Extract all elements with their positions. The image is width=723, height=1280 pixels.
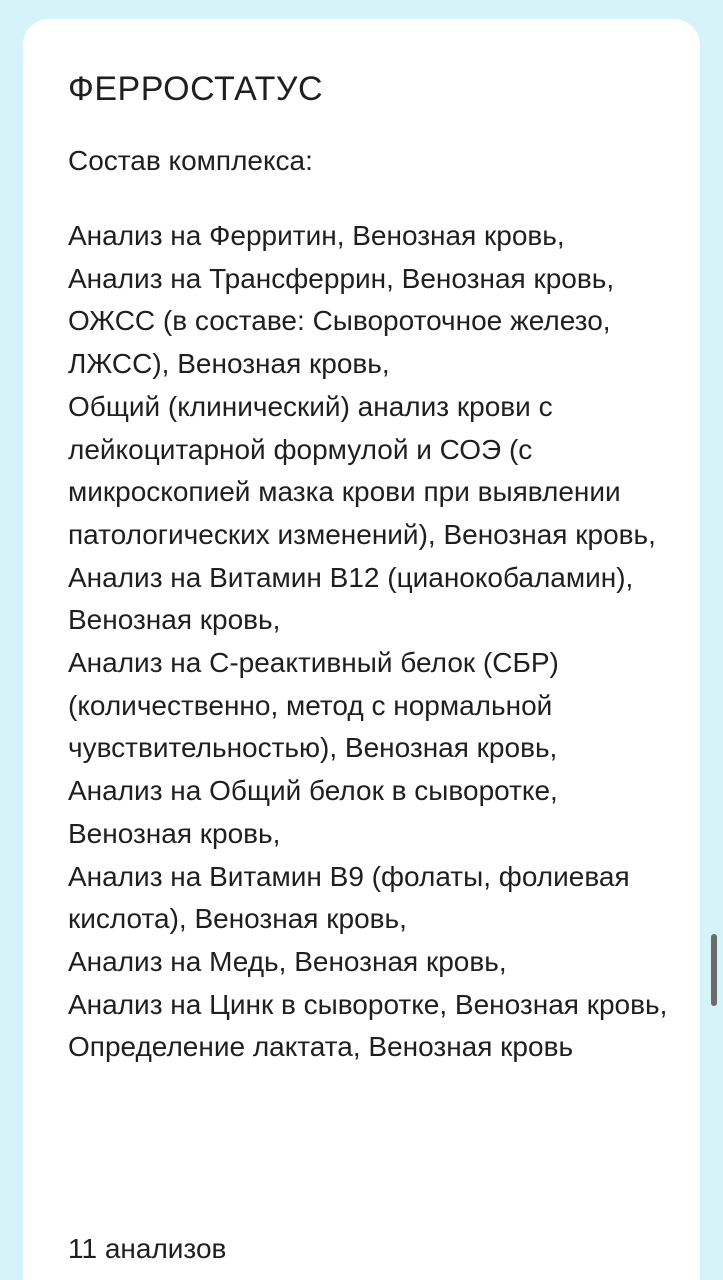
complex-card	[23, 19, 700, 1280]
list-item: Анализ на С-реактивный белок (СБР) (количественно, метод с нормальной чувствительностью), Венозная кровь,	[68, 647, 559, 764]
list-item: Анализ на Трансферрин, Венозная кровь,	[68, 262, 615, 294]
list-item: Общий (клинический) анализ крови с лейкоцитарной формулой и СОЭ (с микроскопией мазка крови при выявлении патологических изменений), Венозная кровь,	[68, 390, 656, 550]
tests-count: 11 анализов	[68, 1233, 227, 1264]
list-item: Определение лактата, Венозная кровь	[68, 1031, 574, 1063]
composition-heading: Состав комплекса:	[68, 145, 313, 176]
list-item: ОЖСС (в составе: Сывороточное железо, ЛЖСС), Венозная кровь,	[68, 305, 611, 380]
scrollbar-thumb[interactable]	[711, 934, 717, 1006]
list-item: Анализ на Общий белок в сыворотке, Венозная кровь,	[68, 775, 558, 849]
list-item: Анализ на Витамин В12 (цианокобаламин), Венозная кровь,	[68, 561, 634, 636]
list-item: Анализ на Цинк в сыворотке, Венозная кровь,	[68, 988, 668, 1020]
list-item: Анализ на Медь, Венозная кровь,	[68, 945, 507, 977]
list-item: Анализ на Ферритин, Венозная кровь,	[68, 220, 565, 251]
tests-list	[68, 215, 668, 1069]
complex-title: ФЕРРОСТАТУС	[68, 70, 324, 108]
list-item: Анализ на Витамин В9 (фолаты, фолиевая кислота), Венозная кровь,	[68, 860, 630, 935]
